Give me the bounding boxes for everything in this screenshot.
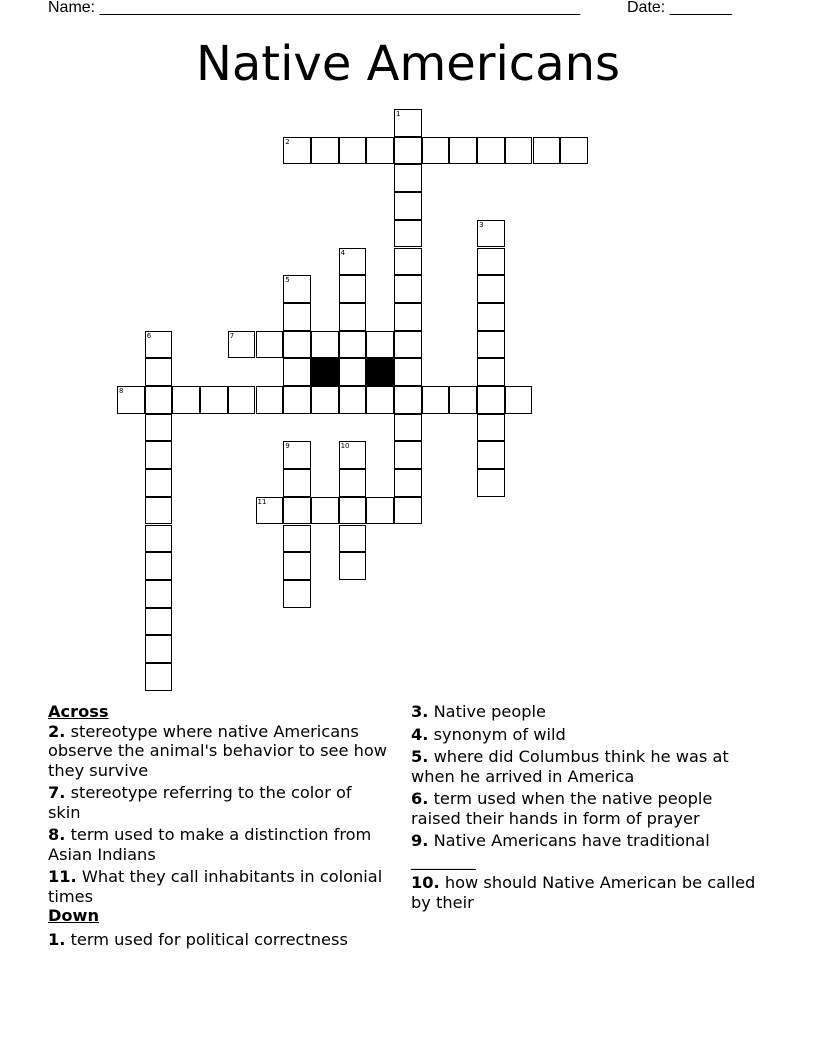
cell-number: 5 [285, 276, 290, 285]
grid-cell[interactable] [283, 303, 311, 331]
grid-cell[interactable] [283, 386, 311, 414]
cell-number: 8 [119, 387, 124, 395]
grid-cell[interactable] [339, 303, 367, 331]
grid-cell[interactable] [339, 497, 367, 525]
grid-cell[interactable] [339, 386, 367, 414]
clue-number: 3. [411, 702, 429, 721]
grid-cell[interactable] [117, 386, 145, 414]
grid-cell[interactable] [394, 192, 422, 220]
grid-cell[interactable] [339, 469, 367, 497]
grid-cell[interactable] [477, 137, 505, 165]
grid-cell[interactable] [283, 358, 311, 386]
clue-number: 8. [48, 825, 66, 844]
clue-text: stereotype referring to the color of skin [48, 783, 352, 822]
clue-text: term used for political correctness [65, 929, 348, 949]
grid-cell[interactable] [366, 137, 394, 165]
grid-cell[interactable] [172, 386, 200, 414]
clue-text: Native people [428, 702, 546, 721]
grid-cell[interactable] [339, 275, 367, 303]
clue-down-10 [411, 873, 761, 912]
grid-cell[interactable] [228, 331, 256, 359]
grid-cell[interactable] [339, 248, 367, 276]
grid-cell[interactable] [311, 386, 339, 414]
grid-cell[interactable] [256, 386, 284, 414]
cell-number: 2 [285, 137, 290, 146]
clue-across-7 [48, 783, 388, 822]
grid-cell[interactable] [311, 497, 339, 525]
grid-cell[interactable] [366, 386, 394, 414]
clue-text: term used when the native people raised their hands in form of prayer [411, 789, 713, 828]
grid-cell[interactable] [145, 525, 173, 553]
grid-cell[interactable] [283, 331, 311, 359]
grid-cell[interactable] [394, 386, 422, 414]
clue-down-9 [411, 831, 761, 870]
grid-cell[interactable] [339, 525, 367, 553]
clue-number: 7. [48, 783, 66, 802]
grid-cell[interactable] [422, 137, 450, 165]
grid-cell[interactable] [505, 386, 533, 414]
grid-cell[interactable] [145, 608, 173, 636]
grid-cell[interactable] [145, 358, 173, 386]
grid-cell[interactable] [394, 164, 422, 192]
grid-cell[interactable] [477, 331, 505, 359]
grid-cell[interactable] [283, 137, 311, 165]
clue-across-11 [48, 867, 388, 906]
grid-cell[interactable] [283, 525, 311, 553]
grid-cell[interactable] [422, 386, 450, 414]
clues-left-column [48, 702, 388, 952]
grid-cell[interactable] [477, 441, 505, 469]
clue-text: where did Columbus think he was at when he arrived in America [411, 747, 729, 786]
grid-cell[interactable] [477, 220, 505, 248]
grid-cell[interactable] [145, 552, 173, 580]
clue-text: synonym of wild [428, 724, 566, 744]
grid-cell[interactable] [394, 358, 422, 386]
clue-number: 10. [411, 873, 440, 892]
grid-cell[interactable] [394, 441, 422, 469]
grid-cell[interactable] [283, 275, 311, 303]
grid-cell[interactable] [283, 469, 311, 497]
clue-number: 2. [48, 721, 66, 741]
grid-cell[interactable] [477, 248, 505, 276]
grid-cell[interactable] [256, 331, 284, 359]
grid-black-cell [311, 358, 339, 386]
grid-cell[interactable] [449, 137, 477, 165]
grid-cell[interactable] [145, 497, 173, 525]
grid-cell[interactable] [394, 275, 422, 303]
grid-cell[interactable] [145, 386, 173, 414]
cell-number: 3 [479, 220, 484, 229]
grid-cell[interactable] [145, 441, 173, 469]
grid-cell[interactable] [283, 441, 311, 469]
grid-cell[interactable] [477, 414, 505, 442]
name-field-label: Name: ______________________________________________________ [48, 0, 581, 16]
clue-number: 11. [48, 867, 77, 886]
grid-cell[interactable] [394, 497, 422, 525]
grid-cell[interactable] [477, 469, 505, 497]
grid-cell[interactable] [256, 497, 284, 525]
clue-text: how should Native American be called by their [411, 873, 756, 912]
clue-down-1 [48, 930, 388, 950]
clue-number: 9. [411, 831, 429, 850]
grid-cell[interactable] [283, 497, 311, 525]
grid-cell[interactable] [394, 109, 422, 137]
puzzle-title: Native Americans [195, 36, 621, 92]
clue-number: 6. [411, 789, 429, 808]
grid-cell[interactable] [394, 303, 422, 331]
grid-cell[interactable] [339, 552, 367, 580]
grid-cell[interactable] [449, 386, 477, 414]
grid-cell[interactable] [477, 303, 505, 331]
grid-cell[interactable] [283, 580, 311, 608]
grid-cell[interactable] [394, 469, 422, 497]
grid-cell[interactable] [311, 137, 339, 165]
date-field-label: Date: _______ [627, 0, 732, 16]
grid-cell[interactable] [394, 220, 422, 248]
clue-text: stereotype where native Americans observe the animal's behavior to see how they survive [48, 721, 388, 780]
grid-cell[interactable] [477, 386, 505, 414]
clue-across-2 [48, 722, 388, 781]
cell-number: 11 [257, 497, 267, 506]
grid-cell[interactable] [477, 275, 505, 303]
grid-cell[interactable] [145, 414, 173, 442]
grid-cell[interactable] [228, 386, 256, 414]
clues-right-column [411, 702, 761, 915]
down-heading: Down [48, 906, 100, 925]
across-heading: Across [48, 702, 109, 721]
grid-cell[interactable] [366, 331, 394, 359]
cell-number: 7 [229, 331, 235, 340]
grid-cell[interactable] [339, 441, 367, 469]
grid-cell[interactable] [394, 414, 422, 442]
grid-cell[interactable] [477, 358, 505, 386]
clue-number: 1. [48, 929, 66, 949]
grid-cell[interactable] [505, 137, 533, 165]
grid-cell[interactable] [394, 248, 422, 276]
clue-text: What they call inhabitants in colonial times [48, 867, 383, 906]
grid-cell[interactable] [145, 635, 173, 663]
cell-number: 6 [146, 331, 152, 340]
clue-across-8 [48, 825, 388, 864]
grid-cell[interactable] [145, 663, 173, 691]
grid-cell[interactable] [339, 331, 367, 359]
cell-number: 10 [340, 442, 350, 451]
grid-cell[interactable] [394, 137, 422, 165]
clue-down-6 [411, 789, 761, 828]
grid-cell[interactable] [200, 386, 228, 414]
grid-cell[interactable] [283, 552, 311, 580]
clue-down-3 [411, 702, 761, 722]
clue-down-5 [411, 747, 761, 786]
grid-cell[interactable] [560, 137, 588, 165]
cell-number: 4 [340, 248, 346, 257]
grid-cell[interactable] [394, 331, 422, 359]
grid-black-cell [366, 358, 394, 386]
clue-text: term used to make a distinction from Asian Indians [48, 825, 372, 864]
clue-number: 5. [411, 747, 429, 766]
grid-cell[interactable] [339, 137, 367, 165]
grid-cell[interactable] [339, 358, 367, 386]
grid-cell[interactable] [311, 331, 339, 359]
cell-number: 9 [285, 442, 290, 451]
grid-cell[interactable] [145, 331, 173, 359]
cell-number: 1 [396, 110, 401, 118]
clue-text: Native Americans have traditional ________ [411, 831, 710, 870]
grid-cell[interactable] [366, 497, 394, 525]
grid-cell[interactable] [533, 137, 561, 165]
clue-number: 4. [411, 724, 429, 744]
grid-cell[interactable] [145, 580, 173, 608]
clue-down-4 [411, 725, 761, 745]
grid-cell[interactable] [145, 469, 173, 497]
